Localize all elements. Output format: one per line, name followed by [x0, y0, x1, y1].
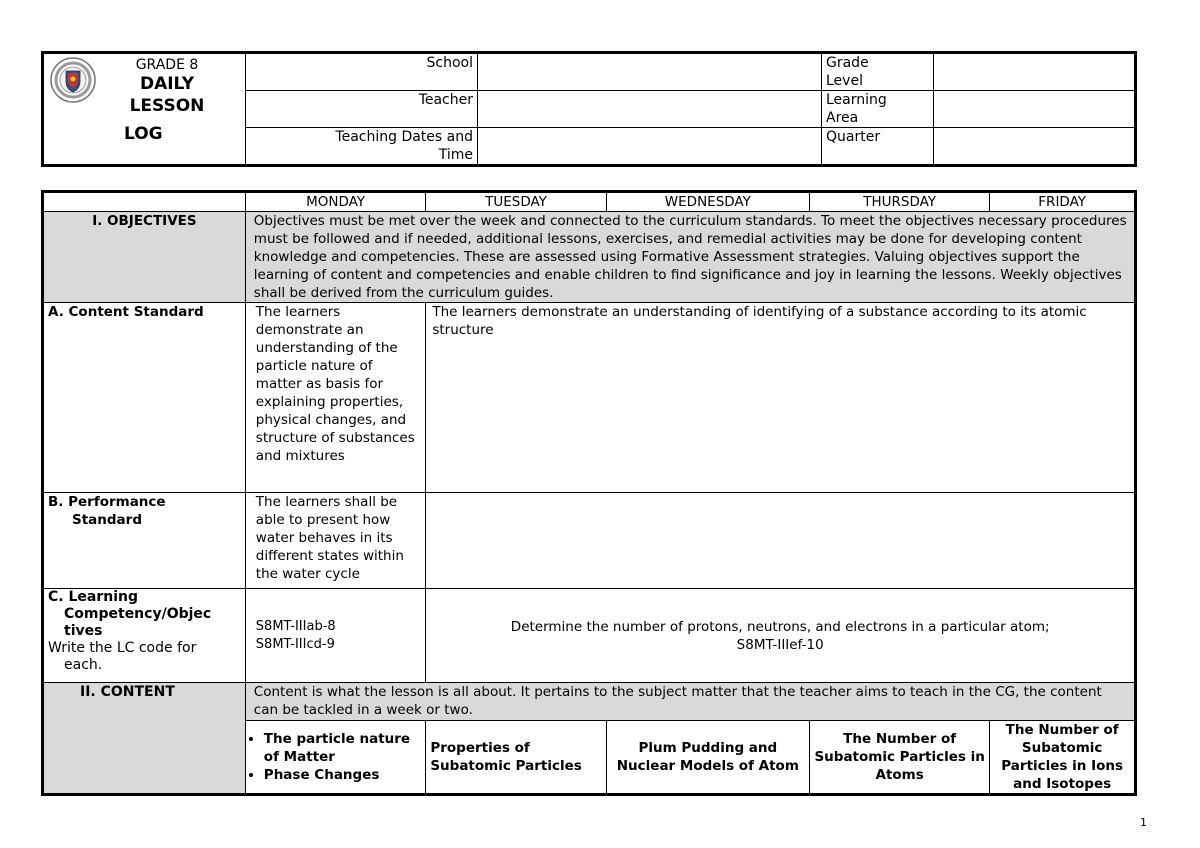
performance-standard-rest — [426, 493, 1136, 589]
content-text: Content is what the lesson is all about. It pertains to the subject matter that the teacher aims to teach in the CG, the content can be tackled in a week or two. — [245, 683, 1135, 721]
quarter-field[interactable] — [934, 128, 1136, 166]
teaching-dates-field[interactable] — [478, 128, 822, 166]
learning-competency-monday: S8MT-IIIab-8 S8MT-IIIcd-9 — [245, 589, 426, 683]
title-lesson: LESSON — [129, 96, 205, 116]
learning-competency-rest: Determine the number of protons, neutrons, and electrons in a particular atom; S8MT-IIIef-10 — [426, 589, 1136, 683]
day-header-tuesday: TUESDAY — [426, 192, 606, 212]
teacher-label: Teacher — [246, 91, 478, 128]
performance-standard-label: B. Performance Standard — [43, 493, 246, 589]
grade-level-field[interactable] — [934, 53, 1136, 91]
grade-heading: GRADE 8 — [135, 57, 199, 73]
school-label: School — [246, 53, 478, 91]
learning-area-field[interactable] — [934, 91, 1136, 128]
day-header-wednesday: WEDNESDAY — [606, 192, 809, 212]
content-wednesday: Plum Pudding and Nuclear Models of Atom — [606, 721, 809, 795]
list-item: • The particle nature of Matter — [264, 730, 422, 766]
content-friday: The Number of Subatomic Particles in Ions and Isotopes — [990, 721, 1136, 795]
teaching-dates-label: Teaching Dates and Time — [246, 128, 478, 166]
corner-cell — [43, 192, 246, 212]
header-logo-cell — [43, 53, 246, 166]
content-thursday: The Number of Subatomic Particles in Atoms — [809, 721, 989, 795]
list-item: • Phase Changes — [264, 766, 422, 784]
learning-area-label: Learning Area — [822, 91, 934, 128]
day-header-thursday: THURSDAY — [809, 192, 989, 212]
quarter-label: Quarter — [822, 128, 934, 166]
content-monday — [245, 721, 426, 795]
header-table — [41, 51, 1137, 167]
objectives-text: Objectives must be met over the week and connected to the curriculum standards. To meet the objectives necessary procedures must be followed and if needed, additional lessons, exercises, and remedial activities may be done for developing content knowledge and competencies. These are assessed using Formative Assessment strategies. Valuing objectives support the learning of content and competencies and enable children to find significance and joy in learning the lessons. Weekly objectives shall be derived from the curriculum guides. — [245, 212, 1135, 303]
content-standard-rest: The learners demonstrate an understanding of identifying of a substance according to its atomic structure — [426, 303, 1136, 493]
day-header-friday: FRIDAY — [990, 192, 1136, 212]
grade-level-label: Grade Level — [822, 53, 934, 91]
content-standard-label: A. Content Standard — [43, 303, 246, 493]
lesson-log-table — [41, 190, 1137, 796]
title-log: LOG — [124, 124, 163, 144]
school-field[interactable] — [478, 53, 822, 91]
page-number: 1 — [1140, 816, 1147, 829]
content-tuesday: Properties of Subatomic Particles — [426, 721, 606, 795]
objectives-label: I. OBJECTIVES — [43, 212, 246, 303]
deped-seal-icon — [50, 57, 96, 103]
content-label: II. CONTENT — [43, 683, 246, 795]
learning-competency-label: C. Learning Competency/Objec tives Write the LC code for each. — [43, 589, 246, 683]
content-standard-monday: The learners demonstrate an understanding of the particle nature of matter as basis for explaining properties, physical changes, and structure of substances and mixtures — [245, 303, 426, 493]
day-header-monday: MONDAY — [245, 192, 426, 212]
title-daily: DAILY — [139, 74, 195, 94]
teacher-field[interactable] — [478, 91, 822, 128]
performance-standard-monday: The learners shall be able to present how water behaves in its different states within the water cycle — [245, 493, 426, 589]
